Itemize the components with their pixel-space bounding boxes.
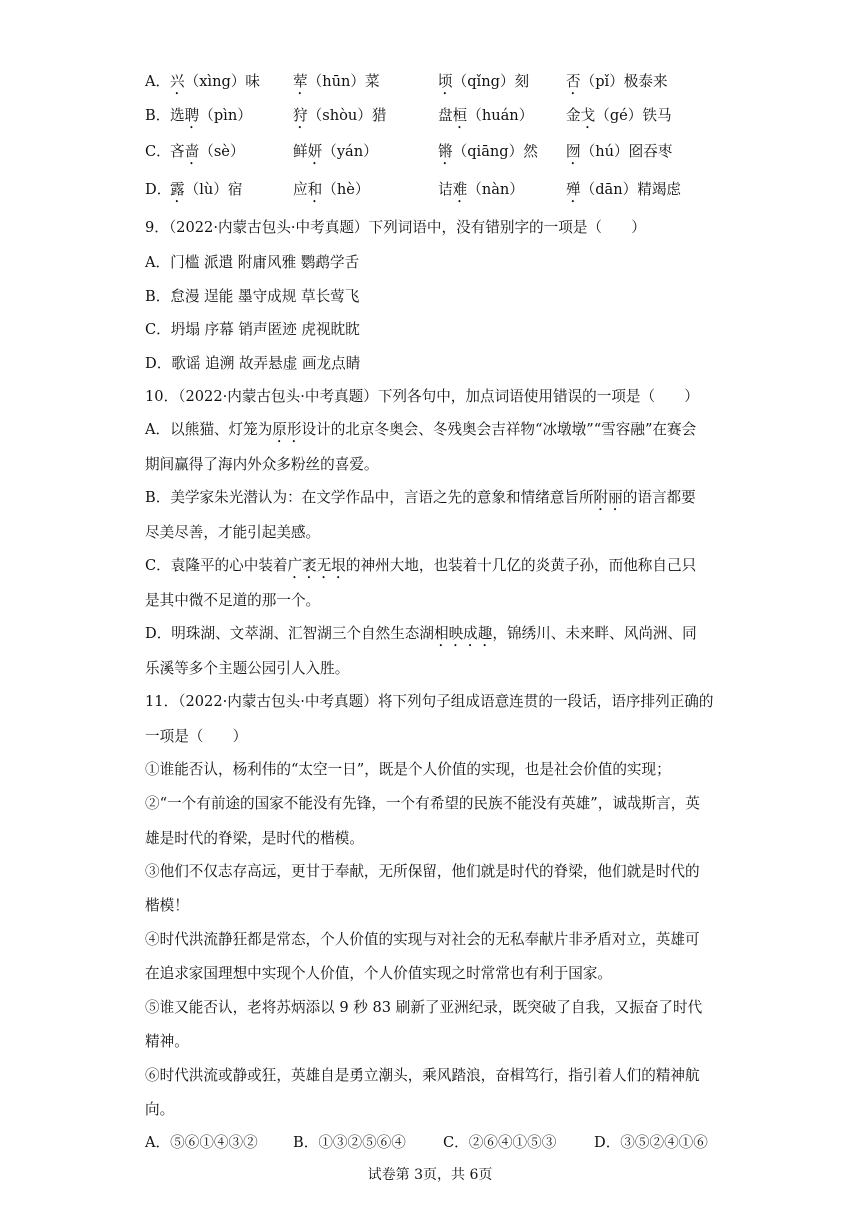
q8-word: 露（lù）宿 [170,181,243,198]
q11-sentence-3-cont: 楷模！ [145,897,189,914]
q11-sentence-2: ②“一个有前途的国家不能没有先锋，一个有希望的民族不能没有英雄”，诚哉斯言，英 [145,795,700,812]
emphasized-char: 殚 [566,181,581,198]
emphasized-char: 妍 [307,143,323,160]
q11-option-a: A．⑤⑥①④③② [145,1134,258,1151]
emphasized-word: 原形 [272,421,302,438]
q10-option-a: A．以熊猫、灯笼为原形设计的北京冬奥会、冬残奥会吉祥物“冰墩墩”“雪容融”在赛会 [145,421,697,438]
page-footer: 试卷第 3页，共 6页 [367,1167,493,1183]
q8-word: 囫（hú）囵吞枣 [566,143,673,160]
q8-word: 锵（qiāng）然 [438,143,538,160]
q8-word: 鲜妍（yán） [293,143,378,160]
q11-sentence-1: ①谁能否认，杨利伟的“太空一日”，既是个人价值的实现，也是社会价值的实现； [145,761,671,778]
emphasized-char: 囫 [566,143,581,160]
q9-option-a: A．门槛 派遣 附庸风雅 鹦鹉学舌 [145,254,360,271]
q8-word: 金戈（gé）铁马 [566,107,672,124]
emphasized-char: 兴 [170,73,185,90]
q11-stem: 11．（2022·内蒙古包头·中考真题）将下列句子组成语意连贯的一段话，语序排列正确的 [145,693,714,710]
emphasized-char: 荤 [293,73,308,90]
q10-stem: 10．（2022·内蒙古包头·中考真题）下列各句中，加点词语使用错误的一项是（ ） [145,388,699,405]
q8-option-letter: D． [145,181,172,198]
q10-option-b: B．美学家朱光潜认为：在文学作品中，言语之先的意象和情绪意旨所附丽的语言都要 [145,489,696,506]
q11-sentence-2-cont: 雄是时代的脊梁，是时代的楷模。 [145,830,364,847]
emphasized-char: 锵 [438,143,453,160]
emphasized-char: 狩 [293,107,308,124]
emphasized-char: 聘 [184,107,200,124]
q8-word: 选聘（pìn） [170,107,252,124]
q10-option-d-cont: 乐溪等多个主题公园引人入胜。 [145,660,350,677]
q11-option-d: D．③⑤②④①⑥ [594,1134,708,1151]
q10-option-b-cont: 尽美尽善，才能引起美感。 [145,524,321,541]
q11-sentence-4: ④时代洪流静狂都是常态，个人价值的实现与对社会的无私奉献片非矛盾对立，英雄可 [145,931,700,948]
q9-stem: 9．（2022·内蒙古包头·中考真题）下列词语中，没有错别字的一项是（ ） [145,219,646,236]
q8-word: 吝啬（sè） [170,143,245,160]
emphasized-char: 顷 [438,73,453,90]
q8-word: 诘难（nàn） [438,181,524,198]
q10-option-a-cont: 期间赢得了海内外众多粉丝的喜爱。 [145,456,379,473]
q11-sentence-3: ③他们不仅志存高远，更甘于奉献，无所保留，他们就是时代的脊梁，他们就是时代的 [145,863,700,880]
q11-sentence-5: ⑤谁又能否认，老将苏炳添以 9 秒 83 刷新了亚洲纪录，既突破了自我，又振奋了时代 [145,999,703,1016]
q8-word: 荤（hūn）菜 [293,73,380,90]
q9-option-d: D．歌谣 追溯 故弄悬虚 画龙点睛 [145,355,361,372]
emphasized-char: 桓 [452,107,468,124]
q8-option-letter: A． [145,73,171,90]
q10-option-d: D．明珠湖、文萃湖、汇智湖三个自然生态湖相映成趣，锦绣川、未来畔、风尚洲、同 [145,625,697,642]
emphasized-word: 广袤无垠 [287,557,346,574]
q8-option-letter: C． [145,143,171,160]
q8-option-letter: B． [145,107,171,124]
emphasized-char: 戈 [580,107,596,124]
emphasized-char: 啬 [184,143,200,160]
q11-option-c: C．②⑥④①⑤③ [443,1134,557,1151]
q11-option-b: B．①③②⑤⑥④ [293,1134,406,1151]
emphasized-char: 和 [307,181,323,198]
q9-option-c: C．坍塌 序幕 销声匿迹 虎视眈眈 [145,321,360,338]
q8-word: 兴（xìng）味 [170,73,261,90]
q11-sentence-4-cont: 在追求家国理想中实现个人价值，个人价值实现之时常常也有利于国家。 [145,965,613,982]
emphasized-word: 附丽 [593,489,623,506]
emphasized-word: 相映成趣 [433,625,493,642]
q8-word: 应和（hè） [293,181,370,198]
q10-option-c-cont: 是其中微不足道的那一个。 [145,592,321,609]
q8-word: 殚（dān）精竭虑 [566,181,682,198]
q9-option-b: B．怠漫 逞能 墨守成规 草长莺飞 [145,288,360,305]
q10-option-c: C．袁隆平的心中装着广袤无垠的神州大地，也装着十几亿的炎黄子孙，而他称自己只 [145,557,697,574]
q8-word: 盘桓（huán） [438,107,534,124]
q11-sentence-5-cont: 精神。 [145,1033,189,1050]
q11-stem-cont: 一项是（ ） [145,728,248,745]
q8-word: 顷（qǐng）刻 [438,73,530,90]
q8-word: 否（pǐ）极泰来 [566,73,668,90]
q11-sentence-6-cont: 向。 [145,1101,175,1118]
q8-word: 狩（shòu）猎 [293,107,387,124]
q11-sentence-6: ⑥时代洪流或静或狂，英雄自是勇立潮头，乘风踏浪，奋楫笃行，指引着人们的精神航 [145,1067,700,1084]
emphasized-char: 否 [566,73,581,90]
emphasized-char: 难 [452,181,468,198]
emphasized-char: 露 [170,181,185,198]
